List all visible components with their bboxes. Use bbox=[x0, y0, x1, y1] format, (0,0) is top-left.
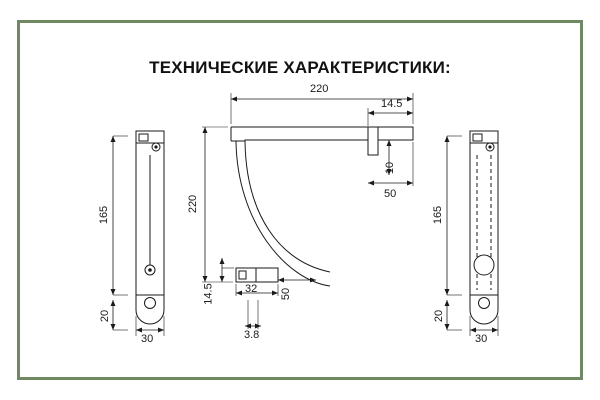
page-title: ТЕХНИЧЕСКИЕ ХАРАКТЕРИСТИКИ: bbox=[149, 58, 451, 77]
dim-right-foot-label: 20 bbox=[433, 309, 446, 323]
dim-right-plate-height-label: 10 bbox=[384, 161, 397, 175]
dim-right-height-label: 165 bbox=[432, 205, 445, 225]
right-side-view bbox=[445, 131, 499, 336]
main-profile-view bbox=[202, 93, 413, 329]
dim-bottom-plate-width-label: 32 bbox=[245, 283, 258, 295]
dim-right-plate-width-label: 50 bbox=[384, 188, 397, 200]
dim-bottom-plate-depth-label: 50 bbox=[280, 287, 293, 301]
dim-right-width-label: 30 bbox=[475, 333, 488, 345]
dim-thickness-label: 3.8 bbox=[244, 329, 260, 341]
left-side-view bbox=[111, 131, 165, 336]
dim-left-foot-label: 20 bbox=[99, 309, 112, 323]
dim-bottom-left-offset-label: 14.5 bbox=[202, 283, 215, 305]
dim-top-length-label: 220 bbox=[310, 83, 329, 95]
dim-top-right-offset-label: 14.5 bbox=[381, 98, 403, 110]
dim-left-width-label: 30 bbox=[141, 333, 154, 345]
dim-main-height-label: 220 bbox=[187, 194, 200, 214]
dim-left-height-label: 165 bbox=[98, 205, 111, 225]
